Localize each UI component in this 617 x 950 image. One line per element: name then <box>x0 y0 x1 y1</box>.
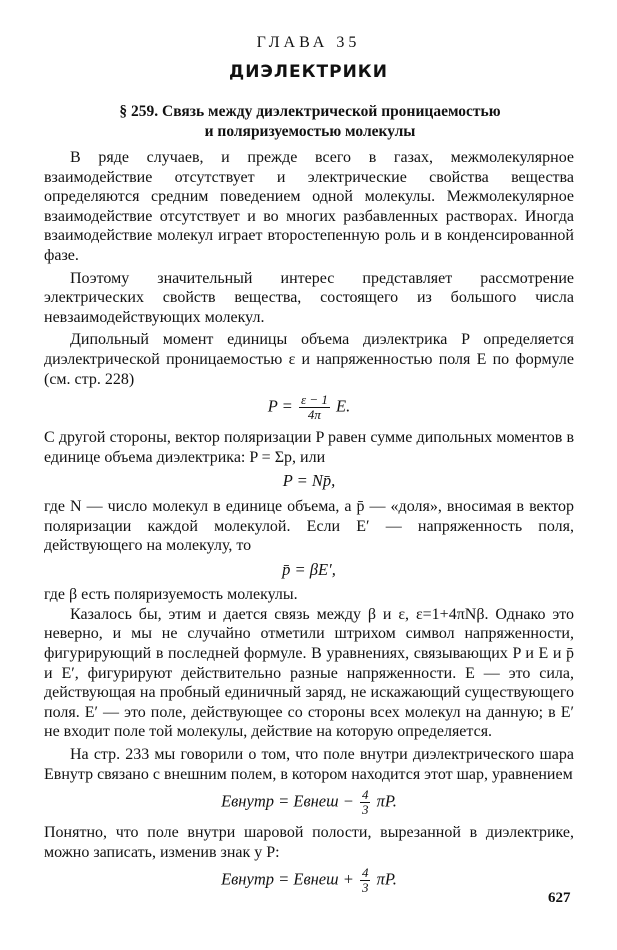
paragraph-9: Понятно, что поле внутри шаровой полости, вырезанной в диэлектрике, можно записать, изменив знак у P: <box>44 824 574 861</box>
formula-1-denominator: 4π <box>307 407 321 423</box>
formula-5-denominator: 3 <box>361 880 369 896</box>
paragraph-4: С другой стороны, вектор поляризации P равен сумме дипольных моментов в единице объема диэлектрика: P = Σp, или <box>44 429 574 466</box>
formula-4-right: πP. <box>376 791 397 811</box>
paragraph-8: На стр. 233 мы говорили о том, что поле внутри диэлектрического шара Eвнутр связано с внешним полем, в котором находится этот шар, уравнением <box>44 746 574 783</box>
formula-3: p̄ = βE′, <box>282 559 336 579</box>
chapter-label: ГЛАВА 35 <box>256 34 361 51</box>
paragraph-7: Казалось бы, этим и дается связь между β и ε, ε=1+4πNβ. Однако это неверно, и мы не случайно отметили штрихом символ напряженности, фигурирующий в последней формуле. В уравнениях, связывающих P и E и p̄ и E′, фигурируют действительно разные напряженности. E — это сила, действующая на пробный единичный заряд, не искажающий существующего поля. E′ — это поле, действующее со стороны всех молекул на данную; в E′ не входит поле той молекулы, действие на которую определяется. <box>44 605 574 741</box>
paragraph-5: где N — число молекул в единице объема, а p̄ — «доля», вносимая в вектор поляризации каждой молекулой. Если E′ — напряженность поля, действующего на молекулу, то <box>44 497 574 555</box>
formula-4-left: Eвнутр = Eвнеш − <box>221 791 354 811</box>
paragraph-3: Дипольный момент единицы объема диэлектрика P определяется диэлектрической проницаемостью ε и напряженностью поля E по формуле (см. стр. 228) <box>44 331 574 388</box>
body-text <box>44 148 574 901</box>
formula-4-fraction <box>360 788 371 817</box>
formula-5-numerator: 4 <box>361 865 369 881</box>
formula-4-numerator: 4 <box>361 787 369 803</box>
page-number: 627 <box>548 890 571 906</box>
formula-2: P = Np̄, <box>282 471 336 491</box>
formula-1-numerator: ε − 1 <box>300 392 328 408</box>
paragraph-1: В ряде случаев, и прежде всего в газах, межмолекулярное взаимодействие отсутствует и электрические свойства вещества определяются средним поведением одной молекулы. Межмолекулярное взаимодействие отсутствует и во многих разбавленных растворах. Иногда взаимодействие молекул играет второстепенную роль и в конденсированной фазе. <box>44 149 574 264</box>
formula-4-denominator: 3 <box>361 802 369 818</box>
formula-5 <box>44 866 574 895</box>
paragraph-2: Поэтому значительный интерес представляет рассмотрение электрических свойств вещества, состоящего из большого числа невзаимодействующих молекул. <box>44 269 574 326</box>
formula-5-fraction <box>360 866 371 895</box>
formula-5-left: Eвнутр = Eвнеш + <box>221 869 354 889</box>
formula-1-fraction <box>299 393 330 422</box>
section-title <box>90 102 530 142</box>
section-title-line-2: и поляризуемостью молекулы <box>204 123 416 140</box>
chapter-title: ДИЭЛЕКТРИКИ <box>229 62 388 82</box>
formula-4 <box>44 788 574 817</box>
paragraph-6: где β есть поляризуемость молекулы. <box>44 586 298 604</box>
formula-1-right: E. <box>335 396 351 416</box>
formula-5-right: πP. <box>376 869 397 889</box>
formula-1-left: P = <box>267 396 293 416</box>
section-title-line-1: § 259. Связь между диэлектрической проницаемостью <box>119 103 501 120</box>
formula-1 <box>44 393 574 422</box>
